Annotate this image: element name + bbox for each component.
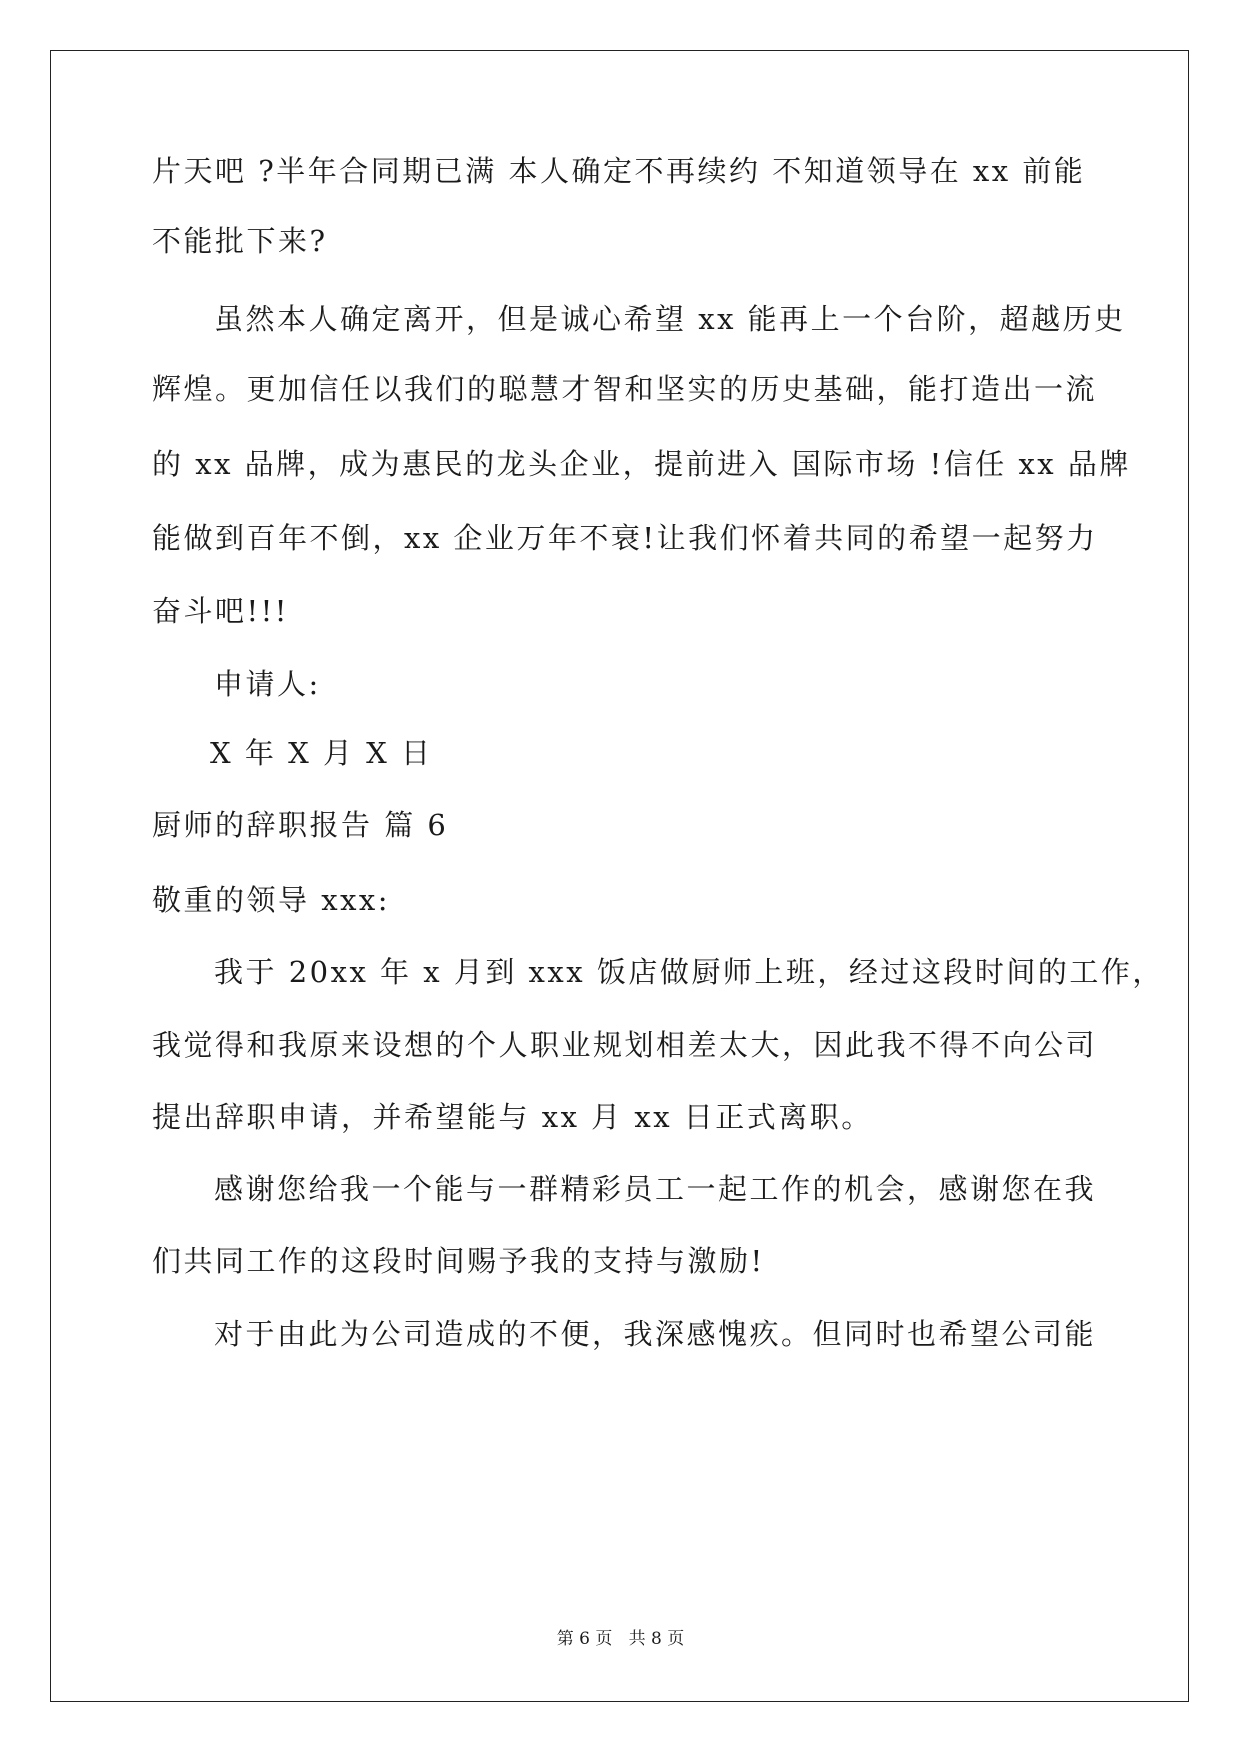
body-line: 提出辞职申请，并希望能与 xx 月 xx 日正式离职。 bbox=[152, 1100, 873, 1134]
page-border bbox=[50, 50, 1189, 1702]
paragraph-start: 感谢您给我一个能与一群精彩员工一起工作的机会，感谢您在我 bbox=[214, 1172, 1097, 1206]
body-line: 能做到百年不倒，xx 企业万年不衰!让我们怀着共同的希望一起努力 bbox=[152, 521, 1098, 555]
body-line: 们共同工作的这段时间赐予我的支持与激励! bbox=[152, 1244, 765, 1278]
body-line: 不能批下来? bbox=[152, 224, 328, 258]
applicant-label: 申请人: bbox=[214, 667, 321, 701]
paragraph-start: 虽然本人确定离开，但是诚心希望 xx 能再上一个台阶，超越历史 bbox=[214, 302, 1126, 336]
paragraph-start: 我于 20xx 年 x 月到 xxx 饭店做厨师上班，经过这段时间的工作， bbox=[214, 955, 1164, 989]
salutation: 敬重的领导 xxx: bbox=[152, 883, 391, 917]
body-line: 奋斗吧!!! bbox=[152, 594, 289, 628]
page-footer: 第 6 页 共 8 页 bbox=[556, 1629, 685, 1649]
date-line: X 年 X 月 X 日 bbox=[210, 736, 433, 770]
body-line: 辉煌。更加信任以我们的聪慧才智和坚实的历史基础，能打造出一流 bbox=[152, 372, 1098, 406]
paragraph-start: 对于由此为公司造成的不便，我深感愧疚。但同时也希望公司能 bbox=[214, 1317, 1097, 1351]
body-line: 片天吧 ?半年合同期已满 本人确定不再续约 不知道领导在 xx 前能 bbox=[152, 154, 1086, 188]
body-line: 我觉得和我原来设想的个人职业规划相差太大，因此我不得不向公司 bbox=[152, 1028, 1098, 1062]
body-line: 的 xx 品牌，成为惠民的龙头企业，提前进入 国际市场 !信任 xx 品牌 bbox=[152, 447, 1131, 481]
section-title: 厨师的辞职报告 篇 6 bbox=[152, 808, 449, 842]
